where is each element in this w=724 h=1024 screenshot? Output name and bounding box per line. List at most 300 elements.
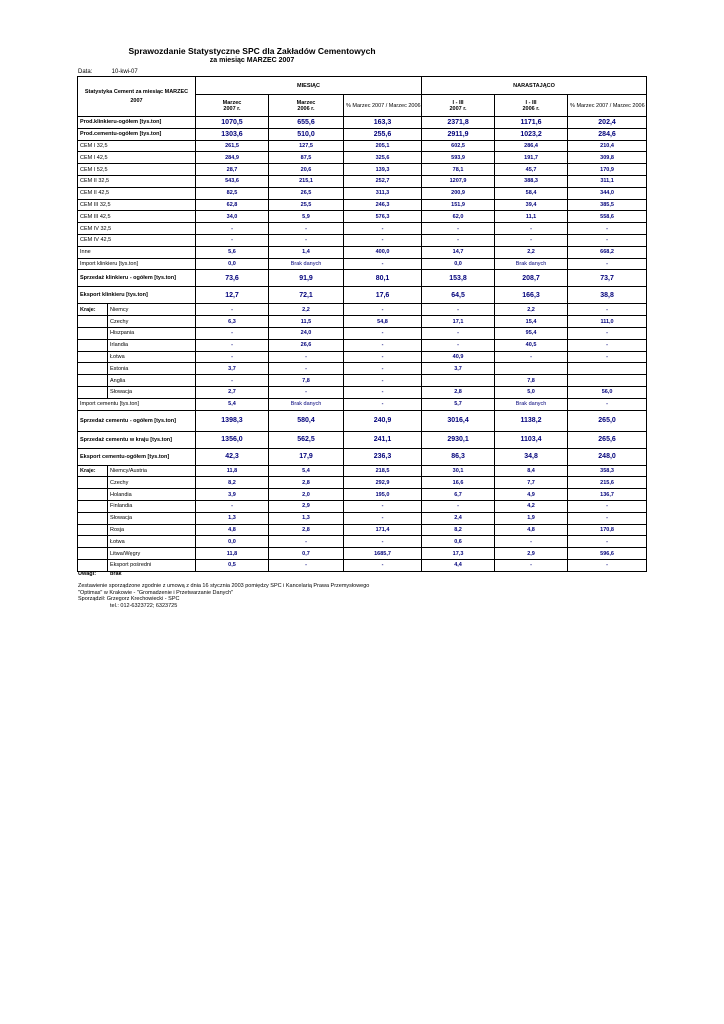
row-label: Słowacja [108, 386, 196, 398]
group-header-month: MIESIĄC [196, 77, 422, 95]
cell-value: Brak danych [495, 258, 568, 270]
cell-value: 17,9 [269, 448, 344, 465]
row-cement-type [78, 211, 647, 223]
cell-value: - [495, 223, 568, 235]
cell-value: 261,5 [196, 140, 269, 152]
date-label: Data: [78, 69, 93, 75]
row-label: Import cementu [tys.ton] [78, 398, 196, 410]
cell-value: - [269, 363, 344, 375]
kraje-label [78, 536, 108, 548]
cell-value: 1356,0 [196, 431, 269, 448]
row-sales-domestic [78, 431, 647, 448]
cell-value: 208,7 [495, 270, 568, 287]
cell-value: 0,5 [196, 559, 269, 571]
cell-value: 4,8 [495, 524, 568, 536]
cell-value: 0,7 [269, 548, 344, 560]
kraje-label [78, 559, 108, 571]
col-header-pct-month: % Marzec 2007 / Marzec 2006 [344, 95, 422, 117]
row-label: CEM I 32,5 [78, 140, 196, 152]
cell-value: - [344, 559, 422, 571]
cell-value: Brak danych [269, 398, 344, 410]
cell-value: - [344, 234, 422, 246]
cell-value: 240,9 [344, 410, 422, 431]
cell-value: 2371,8 [422, 117, 495, 129]
row-label: CEM II 32,5 [78, 175, 196, 187]
cell-value: 0,0 [196, 258, 269, 270]
cell-value: 3,9 [196, 489, 269, 501]
cell-value: 17,3 [422, 548, 495, 560]
col-header-i-iii-2007: I - III 2007 r. [422, 95, 495, 117]
cell-value: - [269, 234, 344, 246]
cell-value: 30,1 [422, 465, 495, 477]
cell-value: 26,6 [269, 339, 344, 351]
cell-value [495, 363, 568, 375]
cell-value: 0,0 [196, 536, 269, 548]
table-corner-label: Statystyka Cement za miesiąc MARZEC 2007 [78, 77, 196, 117]
cell-value: 11,5 [269, 316, 344, 328]
row-country-cement [78, 465, 647, 477]
row-label: Niemcy/Austria [108, 465, 196, 477]
row-label: Eksport klinkieru [tys.ton] [78, 287, 196, 304]
cell-value: 34,0 [196, 211, 269, 223]
cell-value: 24,0 [269, 327, 344, 339]
kraje-label [78, 500, 108, 512]
row-country-clinker [78, 363, 647, 375]
cell-value: 265,6 [568, 431, 647, 448]
cell-value: - [269, 386, 344, 398]
cell-value: - [344, 223, 422, 235]
cell-value: 4,8 [196, 524, 269, 536]
cell-value: 543,6 [196, 175, 269, 187]
cell-value: 11,8 [196, 465, 269, 477]
cell-value: 153,8 [422, 270, 495, 287]
cell-value: 191,7 [495, 152, 568, 164]
cell-value: - [196, 339, 269, 351]
col-header-pct-cumulative: % Marzec 2007 / Marzec 2006 [568, 95, 647, 117]
cell-value: 139,3 [344, 164, 422, 176]
cell-value: 1138,2 [495, 410, 568, 431]
cell-value: - [568, 398, 647, 410]
cell-value: 7,7 [495, 477, 568, 489]
row-label: CEM IV 42,5 [78, 234, 196, 246]
cell-value: 78,1 [422, 164, 495, 176]
row-label: Czechy [108, 477, 196, 489]
cell-value: - [196, 304, 269, 316]
cell-value: 202,4 [568, 117, 647, 129]
cell-value: - [568, 512, 647, 524]
cell-value: 2,4 [422, 512, 495, 524]
row-label: Anglia [108, 375, 196, 387]
row-label: CEM II 42,5 [78, 187, 196, 199]
cell-value: 3016,4 [422, 410, 495, 431]
cell-value: - [344, 258, 422, 270]
date-value: 10-kwi-07 [111, 69, 138, 75]
cell-value: 2911,9 [422, 128, 495, 140]
cell-value: - [344, 339, 422, 351]
row-cement-type [78, 152, 647, 164]
cell-value: 252,7 [344, 175, 422, 187]
cell-value: 170,8 [568, 524, 647, 536]
row-cement-type [78, 187, 647, 199]
cell-value: 95,4 [495, 327, 568, 339]
report-subtitle: za miesiąc MARZEC 2007 [209, 57, 295, 64]
row-country-clinker [78, 339, 647, 351]
kraje-label [78, 316, 108, 328]
cell-value: 20,6 [269, 164, 344, 176]
cell-value: 8,2 [422, 524, 495, 536]
cell-value: 236,3 [344, 448, 422, 465]
cell-value: 602,5 [422, 140, 495, 152]
cell-value: 2,0 [269, 489, 344, 501]
cell-value: 25,5 [269, 199, 344, 211]
row-import-cement [78, 398, 647, 410]
cell-value: 2930,1 [422, 431, 495, 448]
cell-value [568, 375, 647, 387]
row-sales-clinker [78, 270, 647, 287]
cell-value: 11,1 [495, 211, 568, 223]
cell-value: Brak danych [269, 258, 344, 270]
cell-value: 655,6 [269, 117, 344, 129]
cell-value: 200,9 [422, 187, 495, 199]
cell-value: 344,0 [568, 187, 647, 199]
cell-value: 86,3 [422, 448, 495, 465]
kraje-label: Kraje: [78, 465, 108, 477]
cell-value: 111,0 [568, 316, 647, 328]
cell-value: 195,0 [344, 489, 422, 501]
cell-value: 0,6 [422, 536, 495, 548]
cell-value: - [568, 559, 647, 571]
cell-value: 668,2 [568, 246, 647, 258]
cell-value: 1,3 [269, 512, 344, 524]
statistics-table [77, 76, 647, 572]
row-cement-type [78, 175, 647, 187]
cell-value [568, 363, 647, 375]
cell-value: 286,4 [495, 140, 568, 152]
cell-value: 2,7 [196, 386, 269, 398]
row-label: Finlandia [108, 500, 196, 512]
cell-value: 205,1 [344, 140, 422, 152]
notes-line-4: tel.: 012-6323722; 6323725 [110, 603, 178, 610]
notes-line-1: Zestawienie sporządzone zgodnie z umową z dnia 16 stycznia 2003 pomiędzy SPC i Kancelarią Prawa Przemysłowego [78, 582, 370, 589]
row-label: CEM I 52,5 [78, 164, 196, 176]
cell-value: 1303,6 [196, 128, 269, 140]
cell-value: 215,1 [269, 175, 344, 187]
cell-value: 28,7 [196, 164, 269, 176]
row-label: Sprzedaż klinkieru - ogółem [tys.ton] [78, 270, 196, 287]
kraje-label [78, 351, 108, 363]
cell-value: 5,7 [422, 398, 495, 410]
cell-value: - [568, 223, 647, 235]
cell-value: 58,4 [495, 187, 568, 199]
cell-value: 241,1 [344, 431, 422, 448]
cell-value: 5,4 [196, 398, 269, 410]
cell-value: 40,9 [422, 351, 495, 363]
cell-value: - [196, 234, 269, 246]
cell-value: 39,4 [495, 199, 568, 211]
cell-value: 4,9 [495, 489, 568, 501]
row-label: Import klinkieru [tys.ton] [78, 258, 196, 270]
cell-value: 16,6 [422, 477, 495, 489]
cell-value: 4,2 [495, 500, 568, 512]
cell-value: - [495, 536, 568, 548]
cell-value: - [495, 234, 568, 246]
cell-value: Brak danych [495, 398, 568, 410]
cell-value: 7,8 [495, 375, 568, 387]
notes-section [78, 571, 369, 610]
group-header-cumulative: NARASTAJĄCO [422, 77, 647, 95]
kraje-label [78, 339, 108, 351]
cell-value: 2,8 [269, 524, 344, 536]
row-import-clinker [78, 258, 647, 270]
cell-value: 42,3 [196, 448, 269, 465]
row-production [78, 117, 647, 129]
cell-value: - [568, 500, 647, 512]
cell-value: - [495, 559, 568, 571]
cell-value: 15,4 [495, 316, 568, 328]
cell-value: 2,8 [422, 386, 495, 398]
row-label: Sprzedaż cementu - ogółem [tys.ton] [78, 410, 196, 431]
row-label: CEM III 42,5 [78, 211, 196, 223]
row-cement-type [78, 199, 647, 211]
row-label: Estonia [108, 363, 196, 375]
notes-line-3: Sporządził: Grzegorz Krechowiecki - SPC [78, 596, 180, 603]
cell-value: 166,3 [495, 287, 568, 304]
cell-value: - [344, 327, 422, 339]
cell-value: 3,7 [422, 363, 495, 375]
cell-value: 6,7 [422, 489, 495, 501]
cell-value: 1207,9 [422, 175, 495, 187]
cell-value: 358,3 [568, 465, 647, 477]
cell-value: 73,6 [196, 270, 269, 287]
cell-value: 1,4 [269, 246, 344, 258]
cell-value: 11,8 [196, 548, 269, 560]
cell-value: - [568, 327, 647, 339]
cell-value: - [568, 339, 647, 351]
row-label: Eksport pośredni [108, 559, 196, 571]
row-label: Sprzedaż cementu w kraju [tys.ton] [78, 431, 196, 448]
cell-value: 562,5 [269, 431, 344, 448]
row-label: Czechy [108, 316, 196, 328]
cell-value: 248,0 [568, 448, 647, 465]
cell-value: - [568, 536, 647, 548]
kraje-label [78, 477, 108, 489]
row-country-cement [78, 477, 647, 489]
cell-value: 1685,7 [344, 548, 422, 560]
cell-value: - [344, 351, 422, 363]
cell-value: 2,8 [269, 477, 344, 489]
cell-value: 558,6 [568, 211, 647, 223]
notes-value: brak [110, 571, 122, 577]
row-export-cement [78, 448, 647, 465]
cell-value: 38,8 [568, 287, 647, 304]
cell-value: 325,6 [344, 152, 422, 164]
cell-value: 5,6 [196, 246, 269, 258]
cell-value: 87,5 [269, 152, 344, 164]
cell-value: 2,2 [269, 304, 344, 316]
cell-value: 255,6 [344, 128, 422, 140]
cell-value: 136,7 [568, 489, 647, 501]
kraje-label [78, 524, 108, 536]
cell-value: 14,7 [422, 246, 495, 258]
cell-value [422, 375, 495, 387]
row-country-cement [78, 500, 647, 512]
report-date [78, 69, 138, 75]
cell-value: 5,4 [269, 465, 344, 477]
kraje-label [78, 489, 108, 501]
row-country-cement [78, 536, 647, 548]
cell-value: 170,9 [568, 164, 647, 176]
cell-value: 5,0 [495, 386, 568, 398]
cell-value: 284,6 [568, 128, 647, 140]
col-header-mar-2006: Marzec 2006 r. [269, 95, 344, 117]
cell-value: - [196, 351, 269, 363]
cell-value: 265,0 [568, 410, 647, 431]
cell-value: 1171,6 [495, 117, 568, 129]
kraje-label [78, 548, 108, 560]
row-country-clinker [78, 316, 647, 328]
row-label: Litwa/Węgry [108, 548, 196, 560]
cell-value: - [422, 304, 495, 316]
row-label: Prod.klinkieru-ogółem [tys.ton] [78, 117, 196, 129]
cell-value: 6,3 [196, 316, 269, 328]
notes-line-2: "Optimas" w Krakowie - "Gromadzenie i Przetwarzanie Danych" [78, 589, 234, 596]
cell-value: 80,1 [344, 270, 422, 287]
cell-value: - [344, 500, 422, 512]
cell-value: 7,8 [269, 375, 344, 387]
cell-value: - [344, 363, 422, 375]
cell-value: 580,4 [269, 410, 344, 431]
cell-value: - [344, 536, 422, 548]
row-label: CEM I 42,5 [78, 152, 196, 164]
col-header-i-iii-2006: I - III 2006 r. [495, 95, 568, 117]
row-sales-cement [78, 410, 647, 431]
row-country-cement [78, 559, 647, 571]
kraje-label [78, 327, 108, 339]
cell-value: 17,1 [422, 316, 495, 328]
cell-value: 45,7 [495, 164, 568, 176]
cell-value: - [344, 512, 422, 524]
cell-value: 2,9 [269, 500, 344, 512]
cell-value: 1103,4 [495, 431, 568, 448]
cell-value: 284,9 [196, 152, 269, 164]
cell-value: 385,5 [568, 199, 647, 211]
cell-value: 576,3 [344, 211, 422, 223]
cell-value: - [269, 559, 344, 571]
kraje-label [78, 375, 108, 387]
cell-value: - [495, 351, 568, 363]
row-country-cement [78, 524, 647, 536]
cell-value: 5,9 [269, 211, 344, 223]
cell-value: - [196, 500, 269, 512]
row-label: Łotwa [108, 536, 196, 548]
cell-value: 4,4 [422, 559, 495, 571]
cell-value: - [568, 304, 647, 316]
cell-value: - [422, 234, 495, 246]
cell-value: 1398,3 [196, 410, 269, 431]
row-label: Rosja [108, 524, 196, 536]
cell-value: - [344, 304, 422, 316]
row-country-clinker [78, 304, 647, 316]
report-title: Sprawozdanie Statystyczne SPC dla Zakładów Cementowych [128, 46, 376, 56]
cell-value: - [269, 351, 344, 363]
row-label: Inne [78, 246, 196, 258]
cell-value: 309,8 [568, 152, 647, 164]
cell-value: 292,9 [344, 477, 422, 489]
cell-value: 215,6 [568, 477, 647, 489]
cell-value: 400,0 [344, 246, 422, 258]
cell-value: 54,8 [344, 316, 422, 328]
row-cement-type [78, 223, 647, 235]
cell-value: 62,0 [422, 211, 495, 223]
cell-value: 171,4 [344, 524, 422, 536]
cell-value: 12,7 [196, 287, 269, 304]
row-label: CEM IV 32,5 [78, 223, 196, 235]
cell-value: - [422, 500, 495, 512]
cell-value: - [422, 223, 495, 235]
cell-value: 127,5 [269, 140, 344, 152]
cell-value: 8,2 [196, 477, 269, 489]
cell-value: 593,9 [422, 152, 495, 164]
cell-value: 62,8 [196, 199, 269, 211]
row-country-clinker [78, 386, 647, 398]
cell-value: 2,2 [495, 246, 568, 258]
cell-value: - [196, 375, 269, 387]
cell-value: 596,6 [568, 548, 647, 560]
cell-value: 311,3 [344, 187, 422, 199]
cell-value: 56,0 [568, 386, 647, 398]
cell-value: 17,6 [344, 287, 422, 304]
cell-value: 2,9 [495, 548, 568, 560]
cell-value: 210,4 [568, 140, 647, 152]
cell-value: 246,3 [344, 199, 422, 211]
cell-value: 510,0 [269, 128, 344, 140]
row-export-clinker [78, 287, 647, 304]
cell-value: - [196, 223, 269, 235]
row-country-cement [78, 489, 647, 501]
cell-value: 8,4 [495, 465, 568, 477]
cell-value: 64,5 [422, 287, 495, 304]
cell-value: 151,9 [422, 199, 495, 211]
cell-value: 91,9 [269, 270, 344, 287]
row-country-clinker [78, 327, 647, 339]
row-country-cement [78, 548, 647, 560]
row-label: CEM III 32,5 [78, 199, 196, 211]
cell-value: - [344, 386, 422, 398]
row-cement-type [78, 164, 647, 176]
cell-value: 0,0 [422, 258, 495, 270]
cell-value: 2,2 [495, 304, 568, 316]
kraje-label: Kraje: [78, 304, 108, 316]
cell-value: 82,5 [196, 187, 269, 199]
kraje-label [78, 512, 108, 524]
row-label: Łotwa [108, 351, 196, 363]
cell-value: 218,5 [344, 465, 422, 477]
cell-value: - [568, 258, 647, 270]
cell-value: 311,1 [568, 175, 647, 187]
row-cement-type [78, 246, 647, 258]
row-label: Irlandia [108, 339, 196, 351]
row-label: Prod.cementu-ogółem [tys.ton] [78, 128, 196, 140]
kraje-label [78, 386, 108, 398]
row-cement-type [78, 234, 647, 246]
row-country-clinker [78, 351, 647, 363]
cell-value: 1070,5 [196, 117, 269, 129]
notes-label: Uwagi: [78, 571, 97, 577]
cell-value: - [568, 351, 647, 363]
cell-value: - [196, 327, 269, 339]
cell-value: - [344, 375, 422, 387]
cell-value: - [422, 327, 495, 339]
